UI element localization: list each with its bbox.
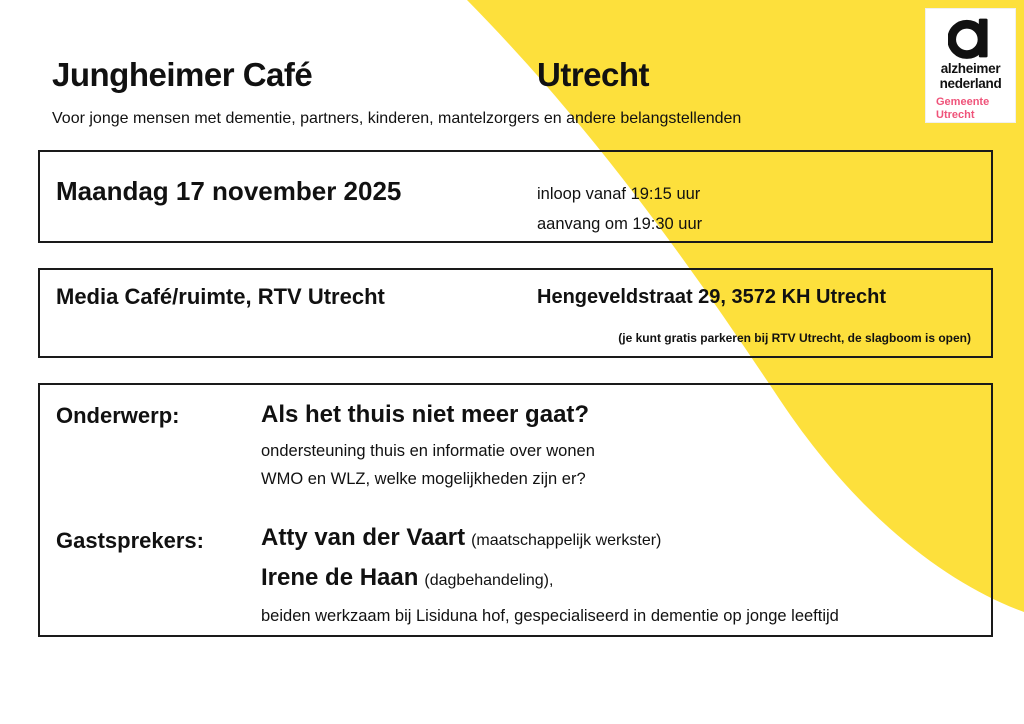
speaker-2-name: Irene de Haan — [261, 564, 419, 591]
event-start-time: aanvang om 19:30 uur — [537, 215, 703, 233]
topic-description-line2: WMO en WLZ, welke mogelijkheden zijn er? — [261, 470, 586, 488]
location-box — [38, 268, 993, 358]
topic-description-line1: ondersteuning thuis en informatie over wonen — [261, 442, 595, 460]
event-venue: Media Café/ruimte, RTV Utrecht — [56, 284, 385, 309]
event-date: Maandag 17 november 2025 — [56, 176, 402, 206]
page-title: Jungheimer Café — [52, 56, 313, 93]
logo-sub-line2: Utrecht — [936, 109, 975, 121]
speaker-2-role: (dagbehandeling), — [424, 572, 554, 589]
topic-title: Als het thuis niet meer gaat? — [261, 401, 590, 428]
topic-label: Onderwerp: — [56, 403, 180, 428]
alzheimer-nederland-logo — [925, 8, 1016, 123]
event-address: Hengeveldstraat 29, 3572 KH Utrecht — [537, 286, 887, 308]
speaker-1-name: Atty van der Vaart — [261, 524, 466, 551]
logo-sub-line1: Gemeente — [936, 96, 990, 108]
logo-gemeente-utrecht — [926, 96, 989, 122]
alzheimer-a-icon — [948, 15, 994, 61]
date-box — [38, 150, 993, 243]
speaker-2 — [261, 564, 553, 592]
logo-org-line2: nederland — [939, 75, 1002, 91]
speaker-1 — [261, 524, 661, 552]
logo-org-name — [940, 62, 1002, 91]
speaker-1-role: (maatschappelijk werkster) — [471, 532, 662, 549]
event-doors-open-time: inloop vanaf 19:15 uur — [537, 185, 701, 203]
speakers-note: beiden werkzaam bij Lisiduna hof, gespecialiseerd in dementie op jonge leeftijd — [261, 607, 839, 625]
program-box — [38, 383, 993, 637]
parking-note: (je kunt gratis parkeren bij RTV Utrecht, de slagboom is open) — [618, 331, 971, 345]
page-subtitle: Voor jonge mensen met dementie, partners, kinderen, mantelzorgers en andere belangstellenden — [52, 110, 742, 127]
logo-org-line1: alzheimer — [940, 61, 1001, 76]
page-title-city: Utrecht — [537, 56, 650, 93]
speakers-label: Gastsprekers: — [56, 528, 204, 553]
